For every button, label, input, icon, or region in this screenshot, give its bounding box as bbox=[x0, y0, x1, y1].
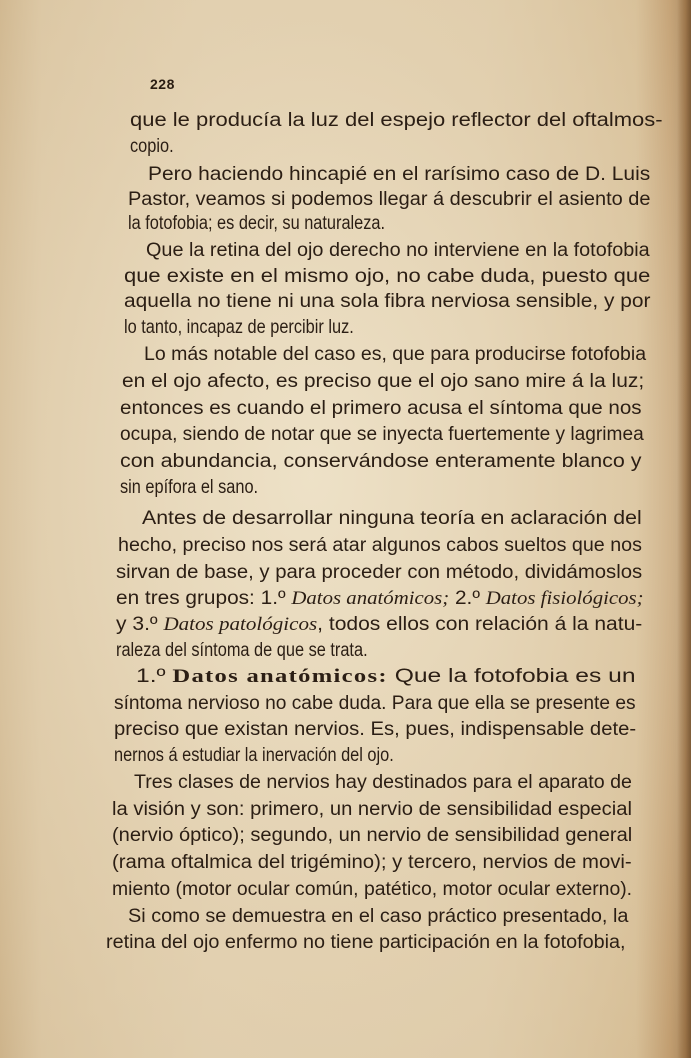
text-line: entonces es cuando el primero acusa el síntoma que nos bbox=[120, 398, 642, 419]
text-line: síntoma nervioso no cabe duda. Para que ella se presente es bbox=[114, 693, 636, 714]
italic-term: Datos fisiológicos; bbox=[485, 588, 644, 609]
text-line: (nervio óptico); segundo, un nervio de sensibilidad general bbox=[112, 825, 633, 846]
page-edge-shadow bbox=[677, 0, 691, 1058]
text-span: en tres grupos: 1.º bbox=[116, 588, 292, 609]
text-line: la fotofobia; es decir, su naturaleza. bbox=[128, 213, 386, 234]
text-line bbox=[116, 588, 644, 610]
text-line: Si como se demuestra en el caso práctico presentado, la bbox=[128, 906, 629, 927]
text-line: sin epífora el sano. bbox=[120, 477, 259, 498]
text-line: Pero haciendo hincapié en el rarísimo caso de D. Luis bbox=[148, 164, 651, 185]
text-span: Que la fotofobia es un bbox=[387, 666, 636, 687]
section-heading: Datos anatómicos: bbox=[172, 666, 388, 687]
text-line: lo tanto, incapaz de percibir luz. bbox=[124, 317, 354, 338]
text-line: que existe en el mismo ojo, no cabe duda, puesto que bbox=[124, 266, 651, 287]
text-line: copio. bbox=[130, 136, 174, 157]
text-line: aquella no tiene ni una sola fibra nerviosa sensible, y por bbox=[124, 291, 651, 312]
text-line: preciso que existan nervios. Es, pues, indispensable dete- bbox=[114, 719, 637, 740]
text-line: la visión y son: primero, un nervio de sensibilidad especial bbox=[112, 799, 632, 820]
text-line: sirvan de base, y para proceder con método, dividámoslos bbox=[116, 562, 643, 583]
italic-term: Datos patológicos bbox=[163, 614, 318, 635]
text-span: , todos ellos con relación á la natu- bbox=[317, 614, 643, 635]
text-line bbox=[136, 666, 636, 688]
text-span: 2.º bbox=[449, 588, 486, 609]
text-line: ocupa, siendo de notar que se inyecta fuertemente y lagrimea bbox=[120, 424, 644, 445]
section-number: 1.º bbox=[136, 666, 173, 687]
text-line: Lo más notable del caso es, que para producirse fotofobia bbox=[144, 344, 647, 365]
text-line: que le producía la luz del espejo reflector del oftalmos- bbox=[130, 110, 663, 131]
text-line: retina del ojo enfermo no tiene participación en la fotofobia, bbox=[106, 932, 626, 953]
text-line: raleza del síntoma de que se trata. bbox=[116, 640, 368, 661]
text-line: Pastor, veamos si podemos llegar á descubrir el asiento de bbox=[128, 189, 651, 210]
text-line: miento (motor ocular común, patético, motor ocular externo). bbox=[112, 879, 633, 900]
text-line: en el ojo afecto, es preciso que el ojo sano mire á la luz; bbox=[122, 371, 645, 392]
page-number: 228 bbox=[150, 76, 175, 92]
italic-term: Datos anatómicos; bbox=[291, 588, 450, 609]
text-line: nernos á estudiar la inervación del ojo. bbox=[114, 745, 394, 766]
text-line: Tres clases de nervios hay destinados para el aparato de bbox=[134, 772, 632, 793]
text-span: y 3.º bbox=[116, 614, 164, 635]
text-line: (rama oftalmica del trigémino); y tercero, nervios de movi- bbox=[112, 852, 632, 873]
text-line: Que la retina del ojo derecho no interviene en la fotofobia bbox=[146, 240, 650, 261]
text-line bbox=[116, 614, 642, 636]
text-line: hecho, preciso nos será atar algunos cabos sueltos que nos bbox=[118, 535, 642, 556]
text-line: Antes de desarrollar ninguna teoría en aclaración del bbox=[142, 508, 642, 529]
text-line: con abundancia, conservándose enteramente blanco y bbox=[120, 451, 642, 472]
